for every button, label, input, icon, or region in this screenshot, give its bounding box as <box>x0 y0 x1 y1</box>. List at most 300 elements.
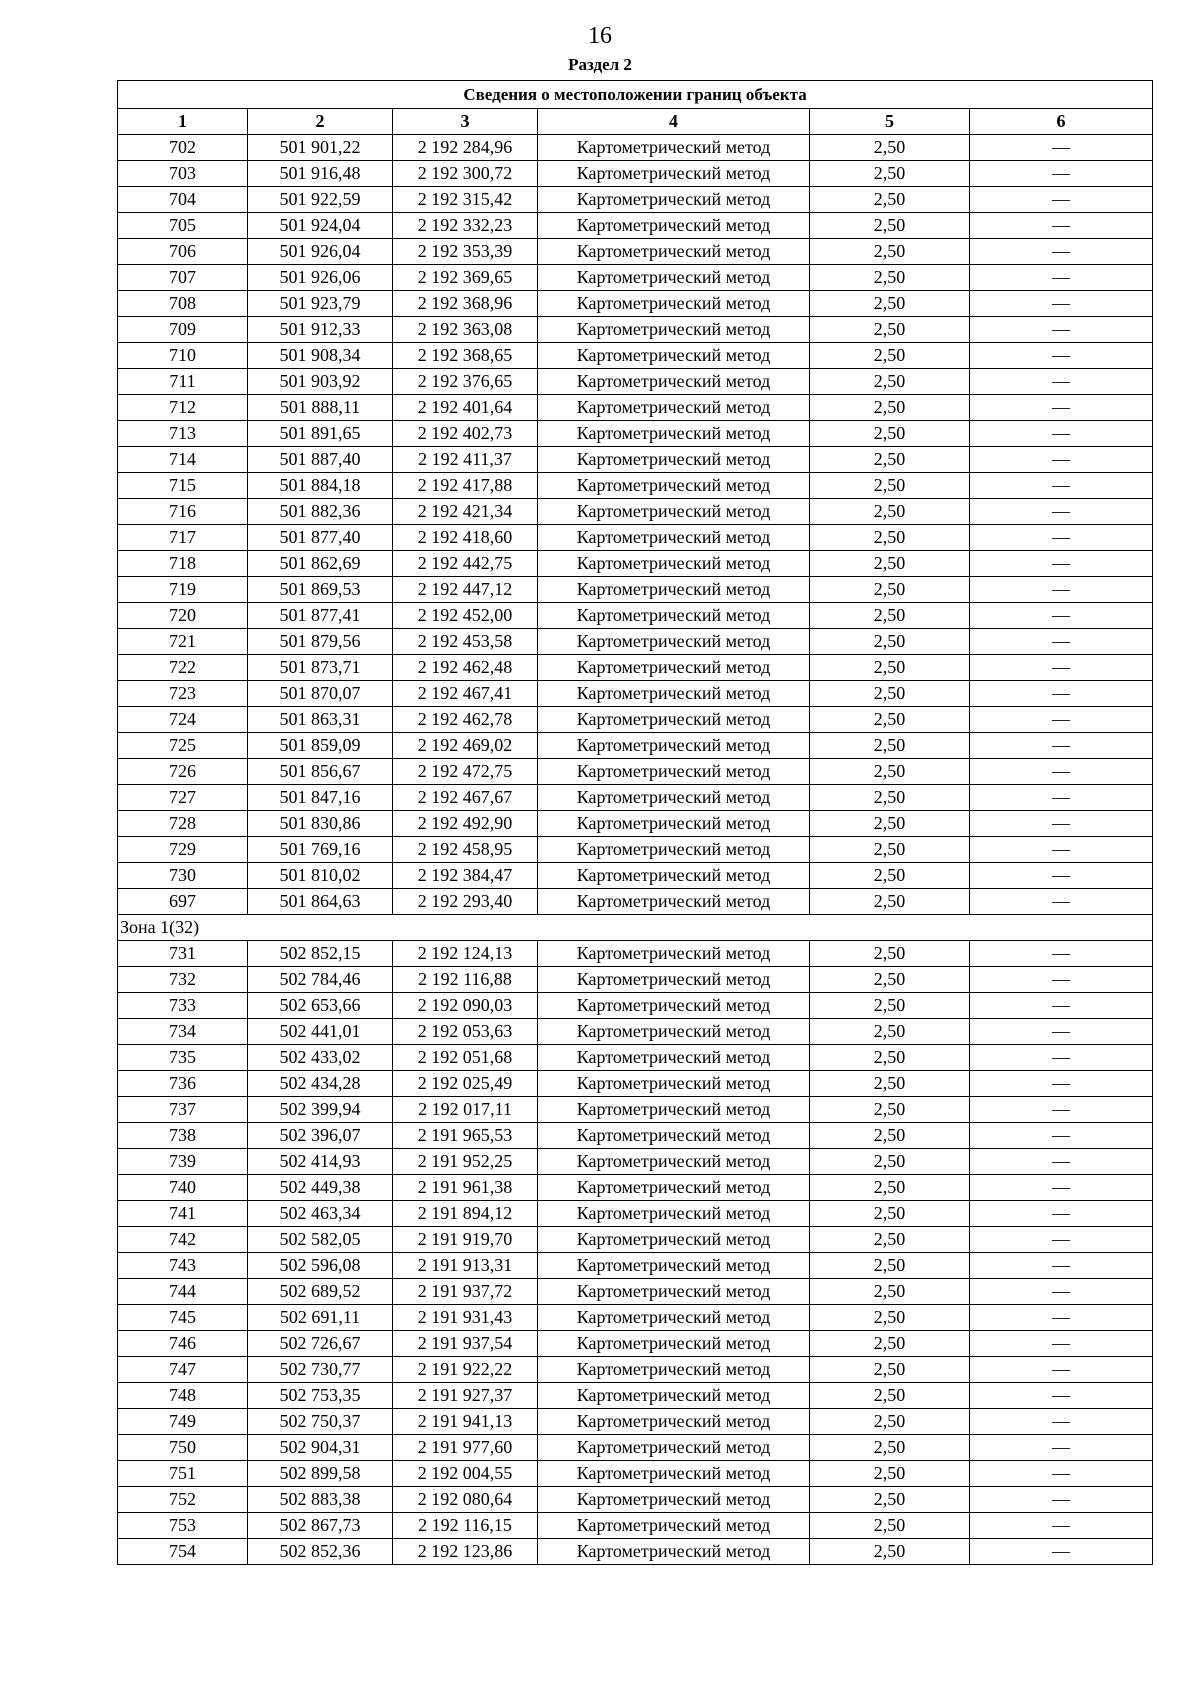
column-header: 3 <box>393 109 538 135</box>
coordinate-x: 501 830,86 <box>248 811 393 837</box>
coordinate-x: 501 912,33 <box>248 317 393 343</box>
description: — <box>970 1539 1153 1565</box>
coordinate-x: 502 449,38 <box>248 1175 393 1201</box>
table-row <box>118 603 1153 629</box>
accuracy-value: 2,50 <box>810 1539 970 1565</box>
accuracy-value: 2,50 <box>810 265 970 291</box>
coordinate-x: 501 879,56 <box>248 629 393 655</box>
point-number: 751 <box>118 1461 248 1487</box>
coordinate-x: 501 891,65 <box>248 421 393 447</box>
coordinate-y: 2 192 368,96 <box>393 291 538 317</box>
coordinate-x: 502 899,58 <box>248 1461 393 1487</box>
coordinate-x: 502 784,46 <box>248 967 393 993</box>
coordinate-y: 2 192 116,88 <box>393 967 538 993</box>
point-number: 711 <box>118 369 248 395</box>
accuracy-value: 2,50 <box>810 1071 970 1097</box>
determination-method: Картометрический метод <box>538 551 810 577</box>
coordinate-y: 2 192 332,23 <box>393 213 538 239</box>
determination-method: Картометрический метод <box>538 1305 810 1331</box>
table-row <box>118 291 1153 317</box>
table-body <box>118 135 1153 1565</box>
determination-method: Картометрический метод <box>538 421 810 447</box>
coordinate-y: 2 191 922,22 <box>393 1357 538 1383</box>
point-number: 710 <box>118 343 248 369</box>
table-row <box>118 1539 1153 1565</box>
point-number: 704 <box>118 187 248 213</box>
table-row <box>118 525 1153 551</box>
determination-method: Картометрический метод <box>538 1279 810 1305</box>
accuracy-value: 2,50 <box>810 1461 970 1487</box>
point-number: 731 <box>118 941 248 967</box>
accuracy-value: 2,50 <box>810 993 970 1019</box>
coordinate-y: 2 192 004,55 <box>393 1461 538 1487</box>
point-number: 721 <box>118 629 248 655</box>
description: — <box>970 1279 1153 1305</box>
accuracy-value: 2,50 <box>810 603 970 629</box>
coordinate-x: 502 399,94 <box>248 1097 393 1123</box>
coordinate-x: 502 689,52 <box>248 1279 393 1305</box>
description: — <box>970 525 1153 551</box>
table-row <box>118 317 1153 343</box>
description: — <box>970 1149 1153 1175</box>
description: — <box>970 967 1153 993</box>
accuracy-value: 2,50 <box>810 473 970 499</box>
determination-method: Картометрический метод <box>538 1383 810 1409</box>
table-row <box>118 1305 1153 1331</box>
point-number: 706 <box>118 239 248 265</box>
determination-method: Картометрический метод <box>538 1097 810 1123</box>
determination-method: Картометрический метод <box>538 1409 810 1435</box>
coordinate-y: 2 191 919,70 <box>393 1227 538 1253</box>
description: — <box>970 473 1153 499</box>
accuracy-value: 2,50 <box>810 733 970 759</box>
column-header: 6 <box>970 109 1153 135</box>
determination-method: Картометрический метод <box>538 655 810 681</box>
determination-method: Картометрический метод <box>538 1253 810 1279</box>
page-number: 16 <box>588 23 612 49</box>
table-row <box>118 967 1153 993</box>
coordinate-y: 2 192 369,65 <box>393 265 538 291</box>
determination-method: Картометрический метод <box>538 1513 810 1539</box>
coordinate-x: 502 730,77 <box>248 1357 393 1383</box>
coordinate-y: 2 192 421,34 <box>393 499 538 525</box>
coordinate-y: 2 192 051,68 <box>393 1045 538 1071</box>
table-row <box>118 1201 1153 1227</box>
coordinate-y: 2 192 315,42 <box>393 187 538 213</box>
table-row <box>118 551 1153 577</box>
point-number: 713 <box>118 421 248 447</box>
point-number: 739 <box>118 1149 248 1175</box>
coordinate-x: 501 862,69 <box>248 551 393 577</box>
description: — <box>970 1331 1153 1357</box>
table-row <box>118 733 1153 759</box>
accuracy-value: 2,50 <box>810 785 970 811</box>
table-row <box>118 811 1153 837</box>
point-number: 729 <box>118 837 248 863</box>
coordinate-x: 501 869,53 <box>248 577 393 603</box>
description: — <box>970 1071 1153 1097</box>
table-row <box>118 1071 1153 1097</box>
table-row <box>118 1097 1153 1123</box>
table-row <box>118 863 1153 889</box>
coordinate-x: 502 852,36 <box>248 1539 393 1565</box>
coordinate-y: 2 192 368,65 <box>393 343 538 369</box>
point-number: 712 <box>118 395 248 421</box>
accuracy-value: 2,50 <box>810 369 970 395</box>
coordinate-y: 2 191 977,60 <box>393 1435 538 1461</box>
table-row <box>118 1149 1153 1175</box>
table-row <box>118 1175 1153 1201</box>
coordinate-y: 2 192 363,08 <box>393 317 538 343</box>
coordinate-x: 501 903,92 <box>248 369 393 395</box>
coordinate-y: 2 191 931,43 <box>393 1305 538 1331</box>
coordinate-x: 502 414,93 <box>248 1149 393 1175</box>
point-number: 702 <box>118 135 248 161</box>
accuracy-value: 2,50 <box>810 1253 970 1279</box>
determination-method: Картометрический метод <box>538 1487 810 1513</box>
accuracy-value: 2,50 <box>810 889 970 915</box>
accuracy-value: 2,50 <box>810 187 970 213</box>
table-caption: Сведения о местоположении границ объекта <box>118 81 1153 109</box>
determination-method: Картометрический метод <box>538 785 810 811</box>
coordinate-y: 2 192 467,41 <box>393 681 538 707</box>
accuracy-value: 2,50 <box>810 863 970 889</box>
point-number: 749 <box>118 1409 248 1435</box>
coordinate-x: 502 441,01 <box>248 1019 393 1045</box>
table-row <box>118 395 1153 421</box>
coordinate-x: 501 877,40 <box>248 525 393 551</box>
determination-method: Картометрический метод <box>538 629 810 655</box>
point-number: 732 <box>118 967 248 993</box>
accuracy-value: 2,50 <box>810 317 970 343</box>
determination-method: Картометрический метод <box>538 1539 810 1565</box>
table-row <box>118 369 1153 395</box>
coordinate-x: 502 726,67 <box>248 1331 393 1357</box>
table-row <box>118 499 1153 525</box>
coordinate-y: 2 192 376,65 <box>393 369 538 395</box>
coordinate-x: 501 926,04 <box>248 239 393 265</box>
coordinate-x: 501 882,36 <box>248 499 393 525</box>
coordinate-y: 2 191 941,13 <box>393 1409 538 1435</box>
coordinate-y: 2 192 462,48 <box>393 655 538 681</box>
table-row <box>118 239 1153 265</box>
point-number: 738 <box>118 1123 248 1149</box>
determination-method: Картометрический метод <box>538 239 810 265</box>
accuracy-value: 2,50 <box>810 291 970 317</box>
coordinate-x: 502 434,28 <box>248 1071 393 1097</box>
point-number: 715 <box>118 473 248 499</box>
coordinate-x: 501 859,09 <box>248 733 393 759</box>
accuracy-value: 2,50 <box>810 161 970 187</box>
accuracy-value: 2,50 <box>810 1149 970 1175</box>
point-number: 727 <box>118 785 248 811</box>
accuracy-value: 2,50 <box>810 499 970 525</box>
description: — <box>970 863 1153 889</box>
coordinate-y: 2 192 453,58 <box>393 629 538 655</box>
point-number: 728 <box>118 811 248 837</box>
accuracy-value: 2,50 <box>810 551 970 577</box>
coordinate-x: 501 922,59 <box>248 187 393 213</box>
description: — <box>970 655 1153 681</box>
accuracy-value: 2,50 <box>810 1409 970 1435</box>
accuracy-value: 2,50 <box>810 759 970 785</box>
point-number: 722 <box>118 655 248 681</box>
table-row <box>118 577 1153 603</box>
table-row <box>118 1513 1153 1539</box>
coordinate-x: 502 396,07 <box>248 1123 393 1149</box>
accuracy-value: 2,50 <box>810 135 970 161</box>
accuracy-value: 2,50 <box>810 525 970 551</box>
zone-label: Зона 1(32) <box>118 915 1153 941</box>
coordinate-y: 2 192 284,96 <box>393 135 538 161</box>
determination-method: Картометрический метод <box>538 811 810 837</box>
accuracy-value: 2,50 <box>810 1045 970 1071</box>
table-row <box>118 655 1153 681</box>
description: — <box>970 811 1153 837</box>
description: — <box>970 1487 1153 1513</box>
coordinate-y: 2 192 418,60 <box>393 525 538 551</box>
table-row <box>118 1123 1153 1149</box>
coordinate-y: 2 192 402,73 <box>393 421 538 447</box>
table-row <box>118 187 1153 213</box>
table-row <box>118 1331 1153 1357</box>
description: — <box>970 1513 1153 1539</box>
point-number: 724 <box>118 707 248 733</box>
accuracy-value: 2,50 <box>810 655 970 681</box>
column-header: 5 <box>810 109 970 135</box>
coordinate-y: 2 192 300,72 <box>393 161 538 187</box>
coordinate-x: 501 864,63 <box>248 889 393 915</box>
coordinate-y: 2 192 467,67 <box>393 785 538 811</box>
determination-method: Картометрический метод <box>538 499 810 525</box>
coordinate-x: 501 923,79 <box>248 291 393 317</box>
determination-method: Картометрический метод <box>538 1123 810 1149</box>
description: — <box>970 759 1153 785</box>
coordinate-x: 501 887,40 <box>248 447 393 473</box>
description: — <box>970 1019 1153 1045</box>
determination-method: Картометрический метод <box>538 265 810 291</box>
description: — <box>970 629 1153 655</box>
table-row <box>118 941 1153 967</box>
table-row <box>118 889 1153 915</box>
point-number: 745 <box>118 1305 248 1331</box>
accuracy-value: 2,50 <box>810 1357 970 1383</box>
point-number: 744 <box>118 1279 248 1305</box>
determination-method: Картометрический метод <box>538 213 810 239</box>
coordinate-x: 501 924,04 <box>248 213 393 239</box>
description: — <box>970 577 1153 603</box>
point-number: 723 <box>118 681 248 707</box>
description: — <box>970 785 1153 811</box>
table-row <box>118 1409 1153 1435</box>
point-number: 747 <box>118 1357 248 1383</box>
table-row <box>118 1253 1153 1279</box>
point-number: 733 <box>118 993 248 1019</box>
description: — <box>970 1123 1153 1149</box>
coordinate-y: 2 192 353,39 <box>393 239 538 265</box>
description: — <box>970 1383 1153 1409</box>
description: — <box>970 1305 1153 1331</box>
coordinate-x: 502 653,66 <box>248 993 393 1019</box>
coordinate-y: 2 192 123,86 <box>393 1539 538 1565</box>
point-number: 740 <box>118 1175 248 1201</box>
description: — <box>970 993 1153 1019</box>
point-number: 703 <box>118 161 248 187</box>
determination-method: Картометрический метод <box>538 369 810 395</box>
accuracy-value: 2,50 <box>810 1279 970 1305</box>
table-row <box>118 1045 1153 1071</box>
coordinate-x: 501 873,71 <box>248 655 393 681</box>
description: — <box>970 1461 1153 1487</box>
point-number: 748 <box>118 1383 248 1409</box>
table-row <box>118 707 1153 733</box>
point-number: 750 <box>118 1435 248 1461</box>
coordinate-x: 502 904,31 <box>248 1435 393 1461</box>
point-number: 734 <box>118 1019 248 1045</box>
coordinate-y: 2 191 927,37 <box>393 1383 538 1409</box>
point-number: 754 <box>118 1539 248 1565</box>
determination-method: Картометрический метод <box>538 525 810 551</box>
determination-method: Картометрический метод <box>538 577 810 603</box>
table-row <box>118 1227 1153 1253</box>
coordinate-x: 501 769,16 <box>248 837 393 863</box>
accuracy-value: 2,50 <box>810 395 970 421</box>
accuracy-value: 2,50 <box>810 941 970 967</box>
determination-method: Картометрический метод <box>538 317 810 343</box>
determination-method: Картометрический метод <box>538 395 810 421</box>
table-row <box>118 421 1153 447</box>
coordinate-y: 2 192 090,03 <box>393 993 538 1019</box>
point-number: 746 <box>118 1331 248 1357</box>
point-number: 735 <box>118 1045 248 1071</box>
description: — <box>970 187 1153 213</box>
accuracy-value: 2,50 <box>810 1513 970 1539</box>
description: — <box>970 1227 1153 1253</box>
boundary-coordinates-table <box>117 80 1153 1565</box>
coordinate-y: 2 192 384,47 <box>393 863 538 889</box>
coordinate-x: 502 867,73 <box>248 1513 393 1539</box>
point-number: 708 <box>118 291 248 317</box>
determination-method: Картометрический метод <box>538 681 810 707</box>
point-number: 707 <box>118 265 248 291</box>
coordinate-x: 501 870,07 <box>248 681 393 707</box>
table-caption-row <box>118 81 1153 109</box>
coordinate-x: 502 852,15 <box>248 941 393 967</box>
table-row <box>118 1487 1153 1513</box>
table-row <box>118 1357 1153 1383</box>
description: — <box>970 1201 1153 1227</box>
point-number: 725 <box>118 733 248 759</box>
description: — <box>970 1253 1153 1279</box>
determination-method: Картометрический метод <box>538 1175 810 1201</box>
accuracy-value: 2,50 <box>810 837 970 863</box>
accuracy-value: 2,50 <box>810 707 970 733</box>
table-row <box>118 343 1153 369</box>
coordinate-y: 2 192 401,64 <box>393 395 538 421</box>
coordinate-x: 501 856,67 <box>248 759 393 785</box>
coordinate-y: 2 191 952,25 <box>393 1149 538 1175</box>
determination-method: Картометрический метод <box>538 1227 810 1253</box>
coordinate-y: 2 191 965,53 <box>393 1123 538 1149</box>
column-header: 4 <box>538 109 810 135</box>
accuracy-value: 2,50 <box>810 343 970 369</box>
description: — <box>970 421 1153 447</box>
description: — <box>970 1435 1153 1461</box>
description: — <box>970 733 1153 759</box>
point-number: 736 <box>118 1071 248 1097</box>
coordinate-y: 2 192 116,15 <box>393 1513 538 1539</box>
description: — <box>970 499 1153 525</box>
table-row <box>118 785 1153 811</box>
coordinate-y: 2 192 025,49 <box>393 1071 538 1097</box>
description: — <box>970 317 1153 343</box>
coordinate-y: 2 192 447,12 <box>393 577 538 603</box>
point-number: 752 <box>118 1487 248 1513</box>
column-header: 1 <box>118 109 248 135</box>
description: — <box>970 239 1153 265</box>
coordinate-x: 501 877,41 <box>248 603 393 629</box>
determination-method: Картометрический метод <box>538 135 810 161</box>
table-row <box>118 447 1153 473</box>
description: — <box>970 265 1153 291</box>
determination-method: Картометрический метод <box>538 1357 810 1383</box>
determination-method: Картометрический метод <box>538 837 810 863</box>
determination-method: Картометрический метод <box>538 1331 810 1357</box>
coordinate-x: 501 863,31 <box>248 707 393 733</box>
coordinate-y: 2 192 462,78 <box>393 707 538 733</box>
table-row <box>118 837 1153 863</box>
coordinate-y: 2 191 913,31 <box>393 1253 538 1279</box>
table-row <box>118 213 1153 239</box>
coordinate-y: 2 192 452,00 <box>393 603 538 629</box>
accuracy-value: 2,50 <box>810 629 970 655</box>
table-row <box>118 993 1153 1019</box>
determination-method: Картометрический метод <box>538 187 810 213</box>
table-row <box>118 473 1153 499</box>
coordinate-x: 502 883,38 <box>248 1487 393 1513</box>
accuracy-value: 2,50 <box>810 1019 970 1045</box>
determination-method: Картометрический метод <box>538 759 810 785</box>
description: — <box>970 1097 1153 1123</box>
point-number: 726 <box>118 759 248 785</box>
coordinate-y: 2 191 937,54 <box>393 1331 538 1357</box>
point-number: 737 <box>118 1097 248 1123</box>
coordinate-x: 501 847,16 <box>248 785 393 811</box>
section-title: Раздел 2 <box>568 55 632 74</box>
coordinate-y: 2 192 124,13 <box>393 941 538 967</box>
determination-method: Картометрический метод <box>538 1435 810 1461</box>
table-row <box>118 629 1153 655</box>
description: — <box>970 889 1153 915</box>
description: — <box>970 707 1153 733</box>
determination-method: Картометрический метод <box>538 733 810 759</box>
coordinate-x: 501 926,06 <box>248 265 393 291</box>
description: — <box>970 941 1153 967</box>
coordinate-x: 501 888,11 <box>248 395 393 421</box>
point-number: 716 <box>118 499 248 525</box>
point-number: 705 <box>118 213 248 239</box>
coordinate-y: 2 191 937,72 <box>393 1279 538 1305</box>
coordinate-x: 502 463,34 <box>248 1201 393 1227</box>
accuracy-value: 2,50 <box>810 239 970 265</box>
description: — <box>970 1045 1153 1071</box>
accuracy-value: 2,50 <box>810 1331 970 1357</box>
table-row <box>118 759 1153 785</box>
description: — <box>970 1409 1153 1435</box>
description: — <box>970 135 1153 161</box>
point-number: 742 <box>118 1227 248 1253</box>
coordinate-x: 501 916,48 <box>248 161 393 187</box>
